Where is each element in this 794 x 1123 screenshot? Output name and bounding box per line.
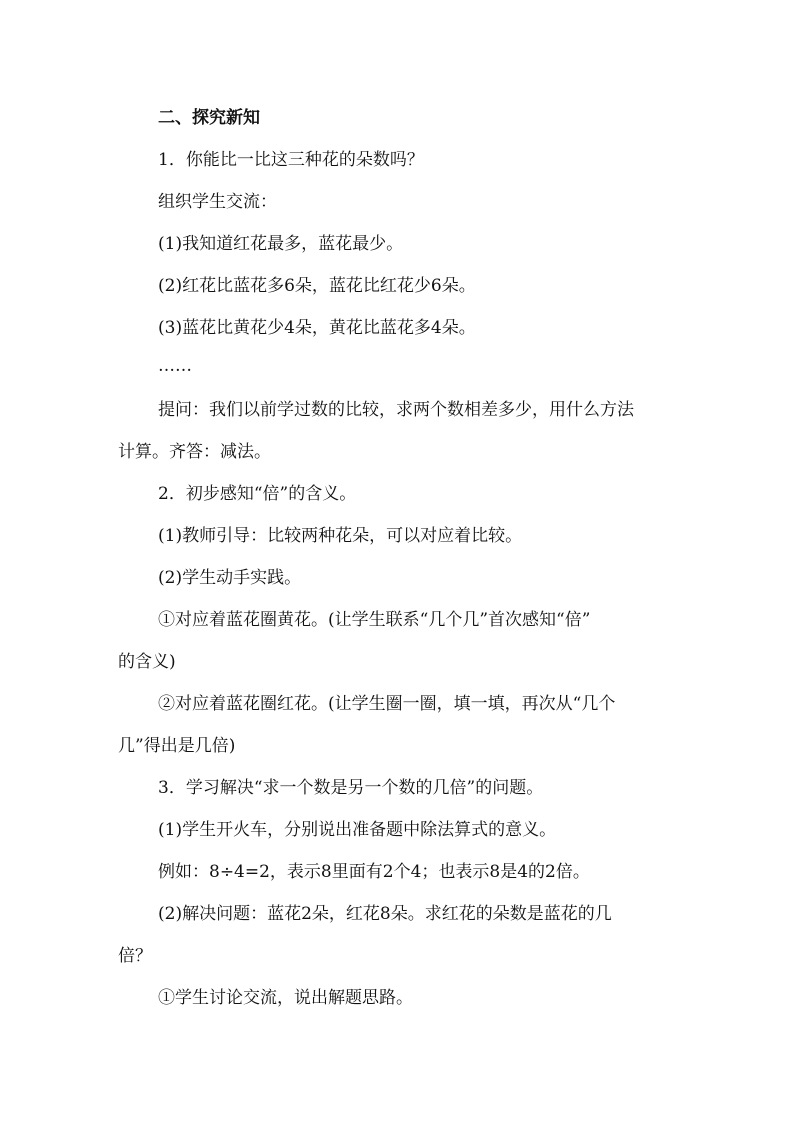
answer-1-line: (1)我知道红花最多，蓝花最少。 — [158, 234, 404, 254]
answer-3-line: (3)蓝花比黄花少4朵，黄花比蓝花多4朵。 — [158, 318, 476, 338]
circle-red-continued: 几”得出是几倍) — [118, 736, 236, 756]
section-3-title: 3．学习解决“求一个数是另一个数的几倍”的问题。 — [158, 778, 544, 798]
teacher-guide-line: (1)教师引导：比较两种花朵，可以对应着比较。 — [158, 526, 523, 546]
solve-problem-line: (2)解决问题：蓝花2朵，红花8朵。求红花的朵数是蓝花的几 — [158, 904, 612, 924]
ellipsis-line: …… — [158, 356, 192, 376]
student-practice-line: (2)学生动手实践。 — [158, 568, 302, 588]
organize-exchange-line: 组织学生交流： — [158, 192, 277, 212]
train-activity-line: (1)学生开火车，分别说出准备题中除法算式的意义。 — [158, 820, 557, 840]
example-line: 例如：8÷4=2，表示8里面有2个4；也表示8是4的2倍。 — [158, 862, 590, 882]
circle-yellow-continued: 的含义) — [118, 652, 176, 672]
answer-2-line: (2)红花比蓝花多6朵，蓝花比红花少6朵。 — [158, 276, 476, 296]
section-heading: 二、探究新知 — [158, 108, 260, 128]
solve-problem-continued: 倍？ — [118, 946, 152, 966]
question-prompt-line: 提问：我们以前学过数的比较，求两个数相差多少，用什么方法 — [158, 400, 634, 420]
question-1-line: 1．你能比一比这三种花的朵数吗？ — [158, 150, 424, 170]
discussion-line: ①学生讨论交流，说出解题思路。 — [158, 988, 413, 1008]
section-2-title: 2．初步感知“倍”的含义。 — [158, 484, 357, 504]
circle-yellow-line: ①对应着蓝花圈黄花。(让学生联系“几个几”首次感知“倍” — [158, 610, 591, 630]
circle-red-line: ②对应着蓝花圈红花。(让学生圈一圈，填一填，再次从“几个 — [158, 694, 616, 714]
question-prompt-continued: 计算。齐答：减法。 — [118, 442, 271, 462]
